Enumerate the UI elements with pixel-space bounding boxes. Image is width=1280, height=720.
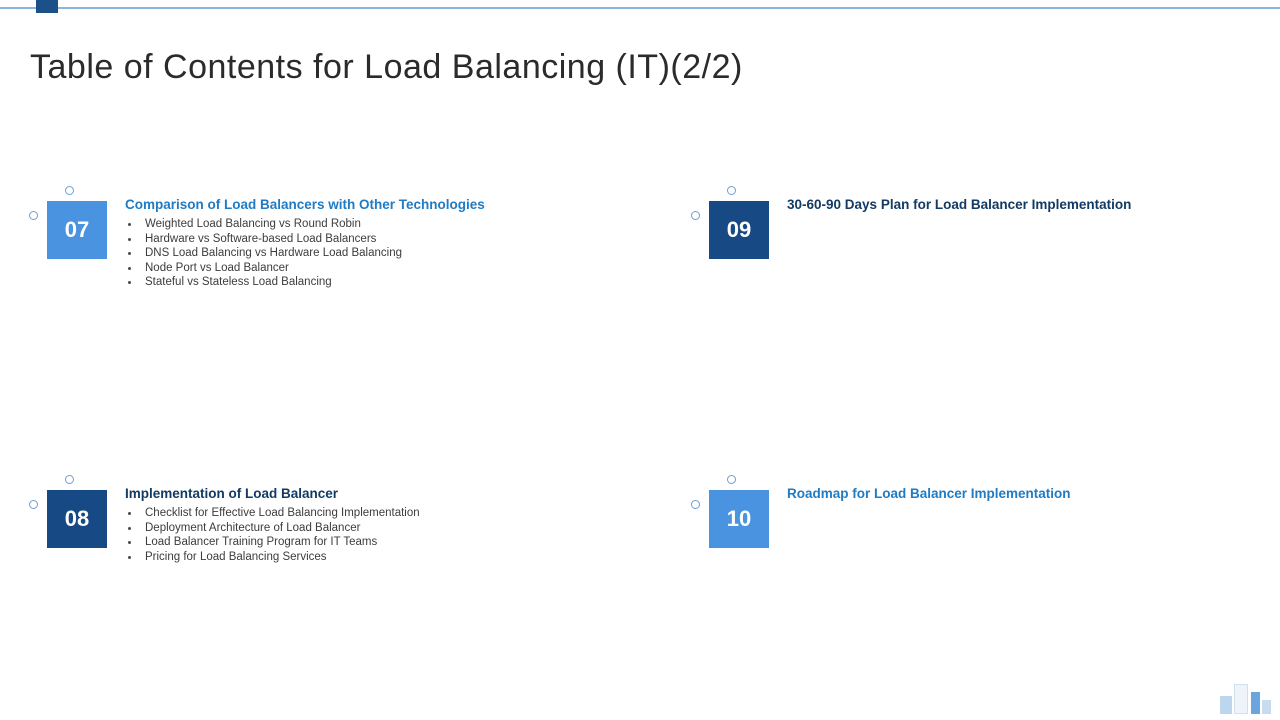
entry-body: [787, 197, 1280, 217]
connector-dot-icon: [65, 475, 74, 484]
connector-dot-icon: [29, 211, 38, 220]
list-item: Deployment Architecture of Load Balancer: [125, 521, 685, 536]
page-title: Table of Contents for Load Balancing (IT)(2/2): [30, 47, 743, 86]
entry-body: [787, 486, 1280, 506]
entry-heading: Roadmap for Load Balancer Implementation: [787, 486, 1071, 501]
entry-number-badge: 10: [709, 490, 769, 548]
connector-dot-icon: [727, 186, 736, 195]
entry-number-badge: 08: [47, 490, 107, 548]
entry-heading: 30-60-90 Days Plan for Load Balancer Implementation: [787, 197, 1132, 212]
list-item: Checklist for Effective Load Balancing Implementation: [125, 506, 685, 521]
header-rule: [0, 7, 1280, 9]
entry-number-badge: 09: [709, 201, 769, 259]
list-item: DNS Load Balancing vs Hardware Load Balancing: [125, 246, 685, 261]
list-item: Stateful vs Stateless Load Balancing: [125, 275, 685, 290]
entry-body: [125, 197, 685, 290]
list-item: Load Balancer Training Program for IT Teams: [125, 535, 685, 550]
connector-dot-icon: [727, 475, 736, 484]
connector-dot-icon: [29, 500, 38, 509]
list-item: Hardware vs Software-based Load Balancers: [125, 232, 685, 247]
list-item: Weighted Load Balancing vs Round Robin: [125, 217, 685, 232]
entry-body: [125, 486, 685, 564]
list-item: Node Port vs Load Balancer: [125, 261, 685, 276]
entry-bullet-list: [125, 217, 685, 290]
decorative-bars-icon: [1220, 682, 1272, 714]
connector-dot-icon: [65, 186, 74, 195]
entry-heading: Implementation of Load Balancer: [125, 486, 339, 501]
list-item: Pricing for Load Balancing Services: [125, 550, 685, 565]
connector-dot-icon: [691, 211, 700, 220]
entry-bullet-list: [125, 506, 685, 564]
entry-heading: Comparison of Load Balancers with Other Technologies: [125, 197, 485, 212]
header-accent-tab: [36, 0, 58, 13]
entry-number-badge: 07: [47, 201, 107, 259]
connector-dot-icon: [691, 500, 700, 509]
